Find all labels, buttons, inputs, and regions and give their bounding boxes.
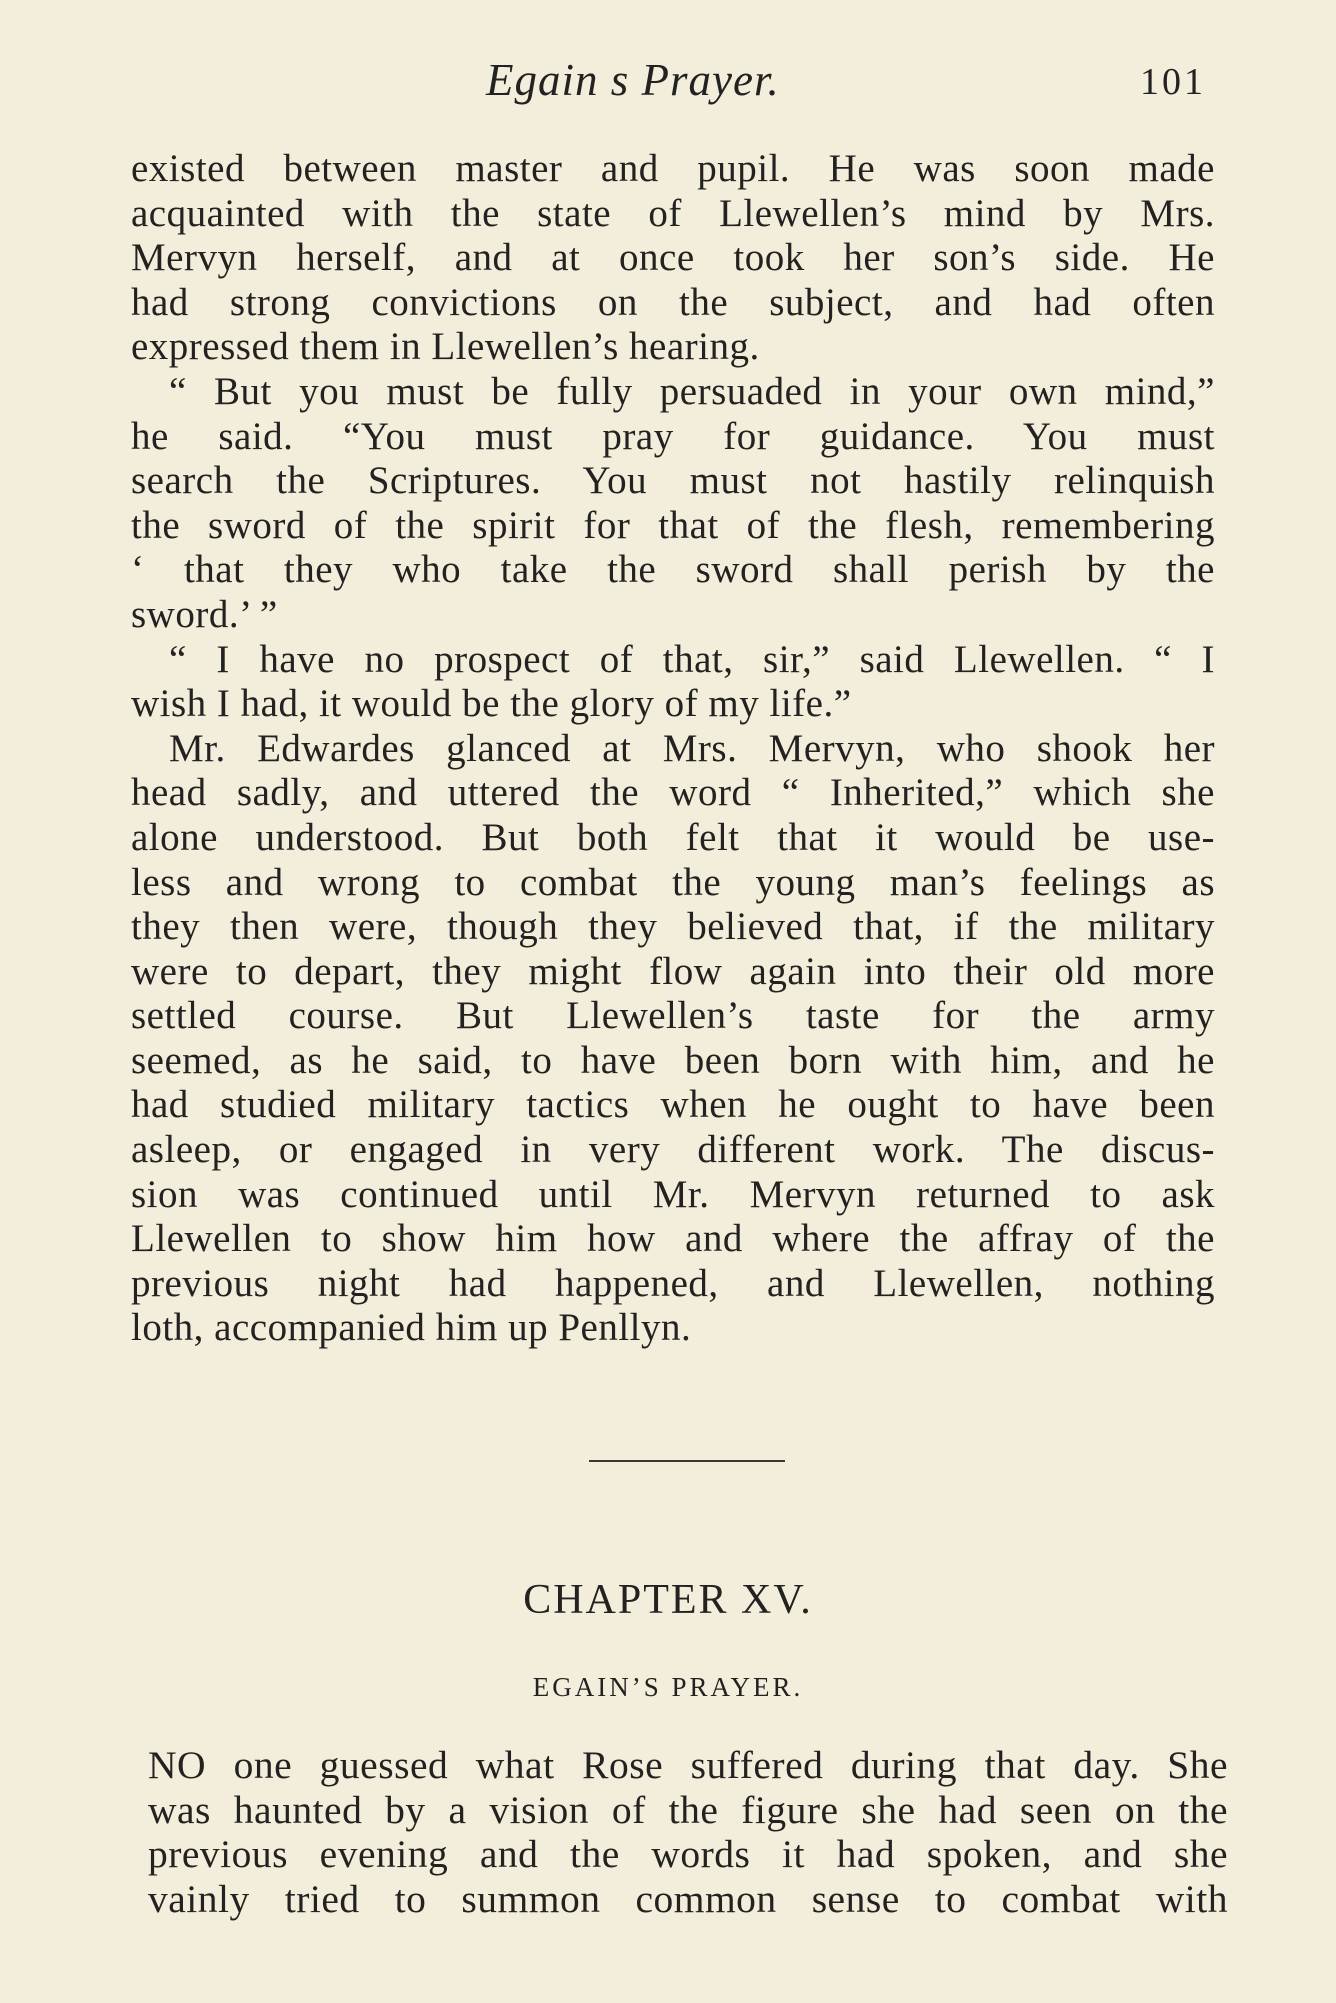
text-line: settled course. But Llewellen’s taste for the army bbox=[131, 994, 1215, 1038]
text-line: Llewellen to show him how and where the affray of the bbox=[131, 1217, 1215, 1261]
text-line: the sword of the spirit for that of the flesh, remembering bbox=[131, 503, 1215, 547]
section-divider bbox=[589, 1460, 785, 1462]
text-line: he said. “You must pray for guidance. You must bbox=[131, 414, 1215, 458]
text-line: NO one guessed what Rose suffered during that day. She bbox=[148, 1743, 1228, 1787]
text-line: search the Scriptures. You must not hastily relinquish bbox=[131, 459, 1215, 503]
body-text bbox=[131, 147, 1215, 1351]
page-number: 101 bbox=[1140, 61, 1206, 103]
text-line: Mr. Edwardes glanced at Mrs. Mervyn, who shook her bbox=[169, 726, 1215, 770]
text-line: expressed them in Llewellen’s hearing. bbox=[131, 325, 760, 369]
text-line: “ But you must be fully persuaded in your own mind,” bbox=[169, 369, 1215, 413]
text-line: were to depart, they might flow again into their old more bbox=[131, 949, 1215, 993]
running-head bbox=[0, 54, 1336, 114]
text-line: acquainted with the state of Llewellen’s mind by Mrs. bbox=[131, 191, 1215, 235]
text-line: alone understood. But both felt that it would be use- bbox=[131, 815, 1215, 859]
text-line: had studied military tactics when he ought to have been bbox=[131, 1083, 1215, 1127]
text-line: Mervyn herself, and at once took her son’s side. He bbox=[131, 236, 1215, 280]
text-line: “ I have no prospect of that, sir,” said Llewellen. “ I bbox=[169, 637, 1215, 681]
chapter-subtitle: EGAIN’S PRAYER. bbox=[532, 1672, 804, 1702]
text-line: existed between master and pupil. He was soon made bbox=[131, 147, 1215, 190]
text-line: seemed, as he said, to have been born with him, and he bbox=[131, 1038, 1215, 1082]
text-line: asleep, or engaged in very different work. The discus- bbox=[131, 1128, 1215, 1172]
chapter-title: CHAPTER XV. bbox=[523, 1577, 813, 1623]
text-line: previous night had happened, and Llewellen, nothing bbox=[131, 1261, 1215, 1305]
text-line: loth, accompanied him up Penllyn. bbox=[131, 1306, 692, 1350]
chapter-opening-text bbox=[148, 1743, 1228, 1921]
running-title: Egain s Prayer. bbox=[486, 55, 780, 105]
text-line: sion was continued until Mr. Mervyn returned to ask bbox=[131, 1172, 1215, 1216]
text-line: wish I had, it would be the glory of my life.” bbox=[131, 682, 852, 726]
text-line: had strong convictions on the subject, and had often bbox=[131, 280, 1215, 324]
text-line: they then were, though they believed that, if the military bbox=[131, 905, 1215, 949]
text-line: sword.’ ” bbox=[131, 592, 278, 636]
text-line: was haunted by a vision of the figure she had seen on the bbox=[148, 1787, 1228, 1832]
text-line: vainly tried to summon common sense to combat with bbox=[148, 1876, 1228, 1921]
text-line: less and wrong to combat the young man’s feelings as bbox=[131, 860, 1215, 904]
text-line: head sadly, and uttered the word “ Inherited,” which she bbox=[131, 771, 1215, 815]
text-line: ‘ that they who take the sword shall perish by the bbox=[131, 548, 1215, 592]
text-line: previous evening and the words it had spoken, and she bbox=[148, 1832, 1228, 1876]
